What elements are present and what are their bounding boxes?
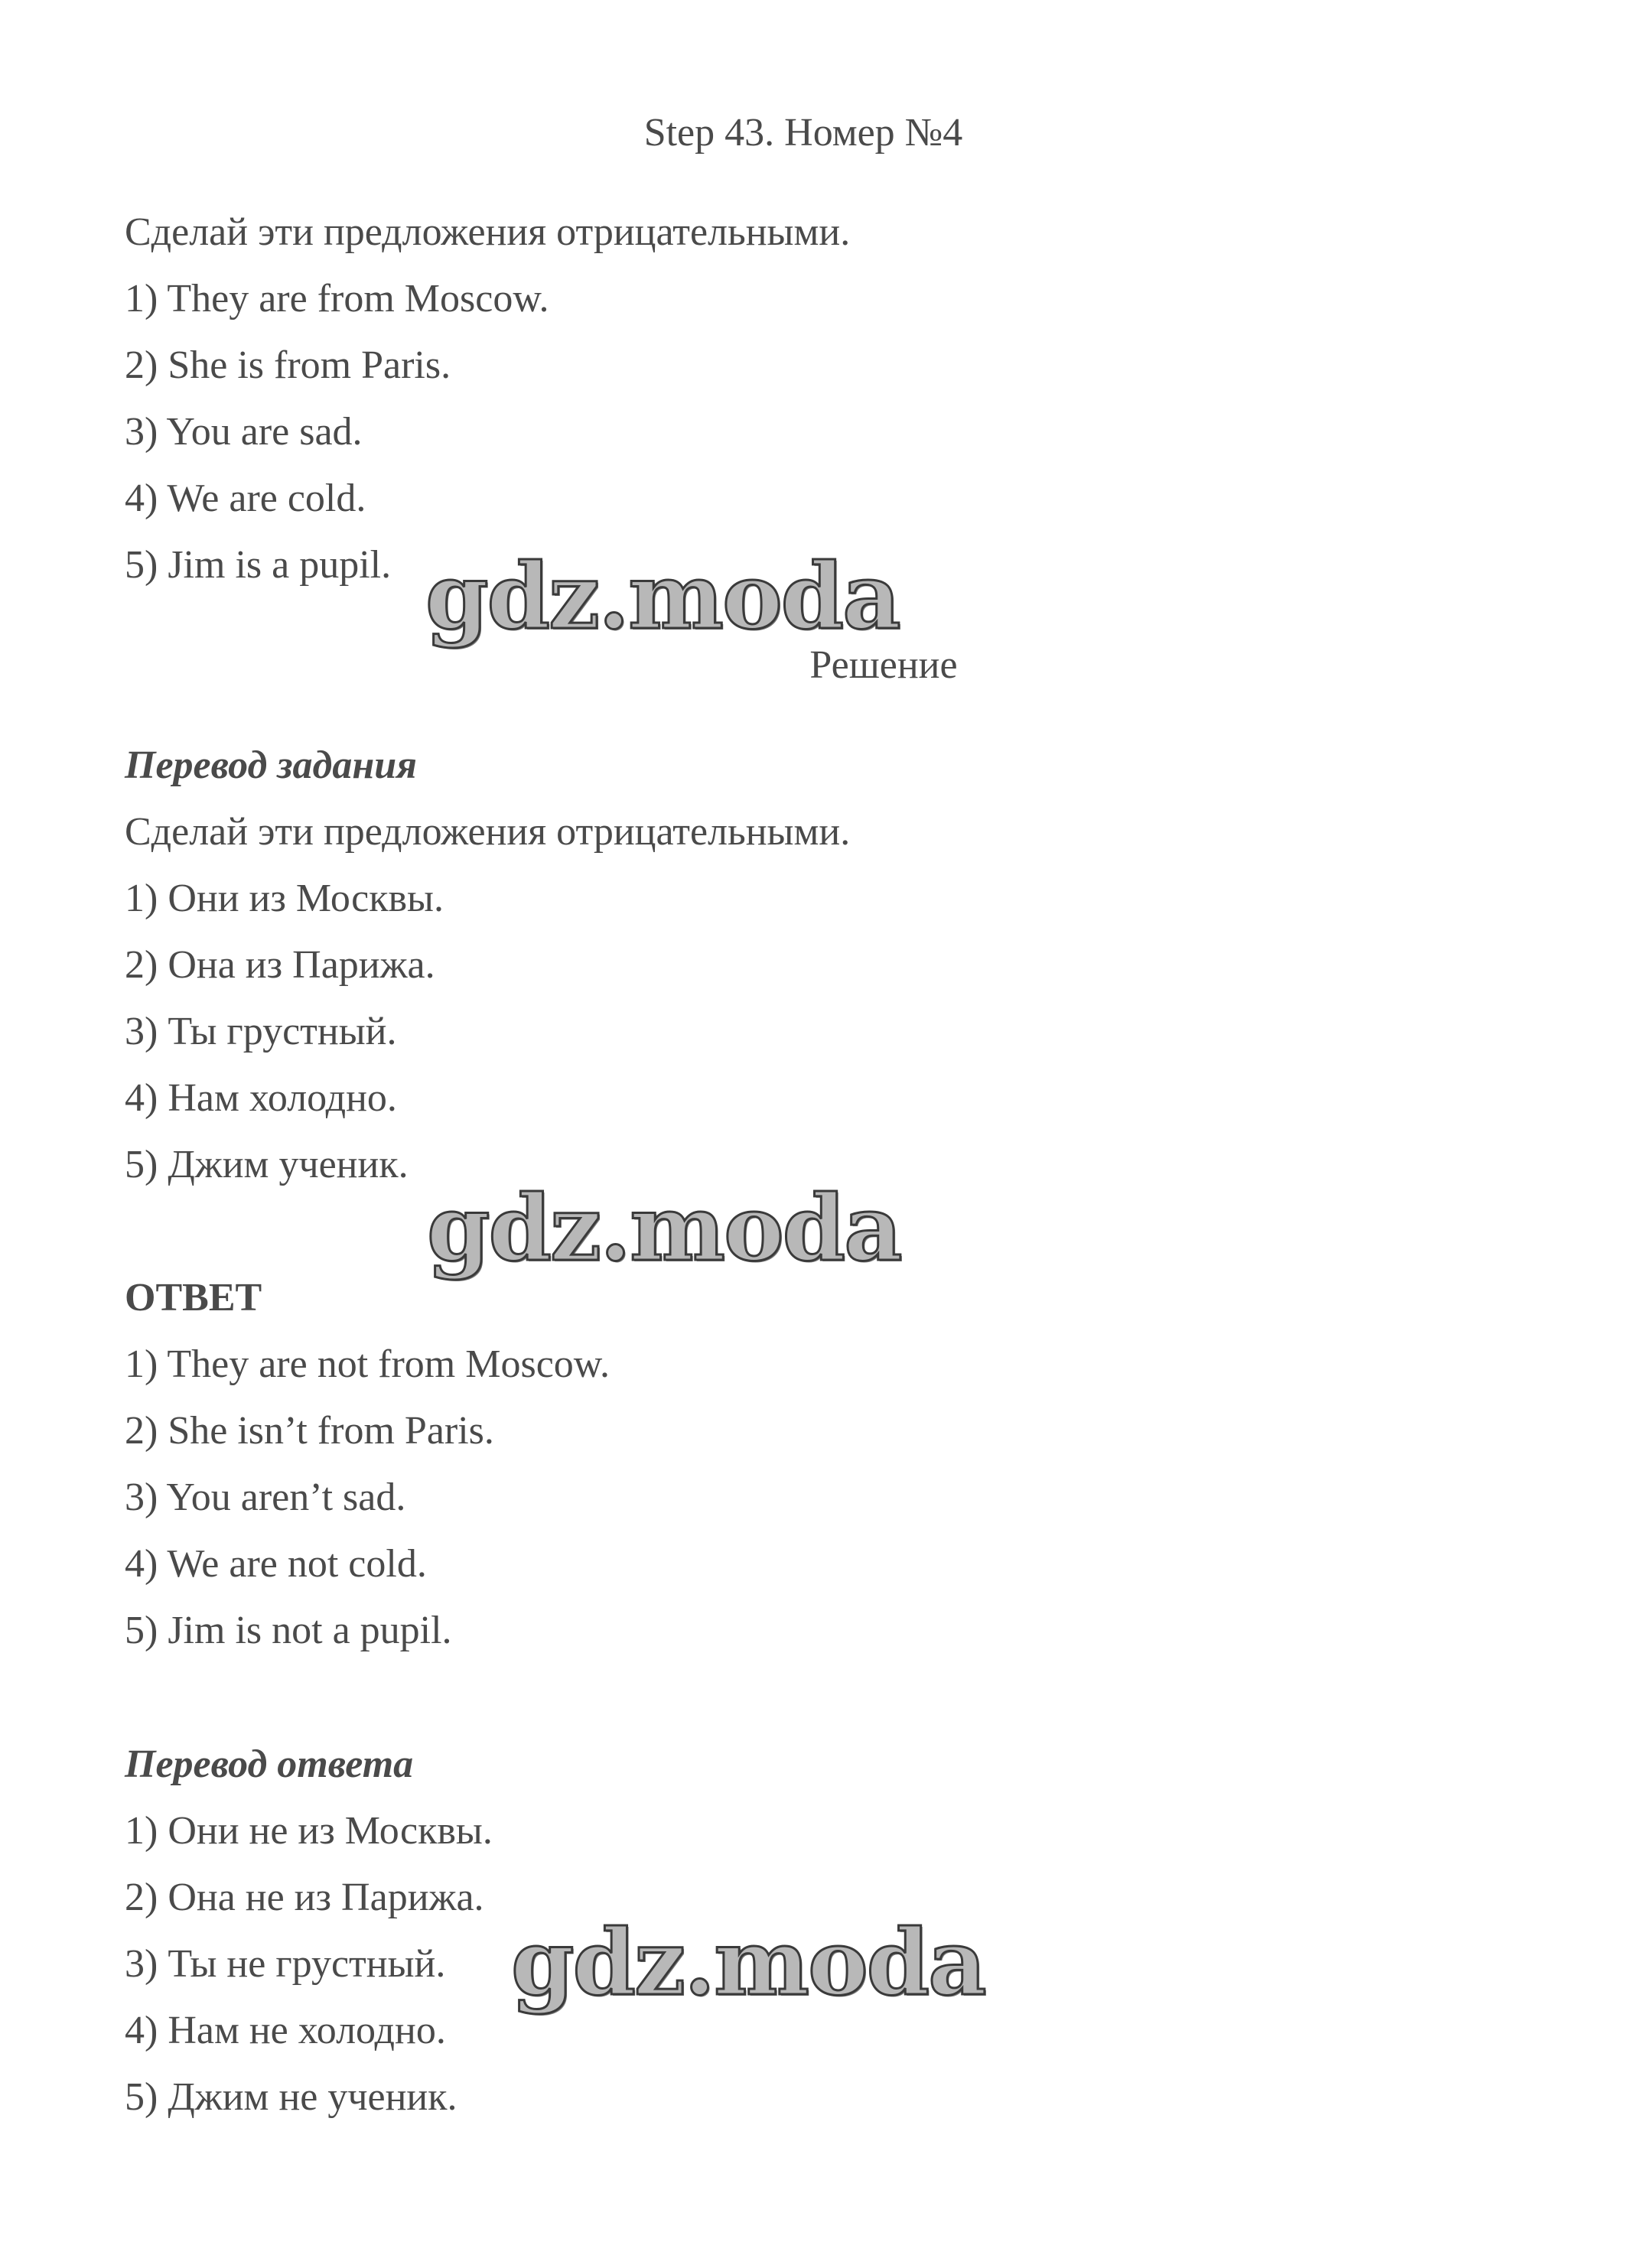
translation-task-heading: Перевод задания (125, 744, 417, 787)
task-item-4: 4) We are cold. (125, 477, 366, 520)
answer-heading: ОТВЕТ (125, 1276, 262, 1319)
translation-task-item-5: 5) Джим ученик. (125, 1143, 409, 1186)
translation-answer-item-4: 4) Нам не холодно. (125, 2009, 446, 2052)
translation-task-item-2: 2) Она из Парижа. (125, 943, 435, 987)
task-item-5: 5) Jim is a pupil. (125, 543, 392, 587)
answer-item-3: 3) You aren’t sad. (125, 1476, 406, 1519)
translation-task-item-3: 3) Ты грустный. (125, 1010, 397, 1053)
translation-answer-item-3: 3) Ты не грустный. (125, 1942, 446, 1986)
task-item-1: 1) They are from Moscow. (125, 277, 549, 321)
watermark-logo: gdz.moda (511, 1909, 985, 2016)
solution-label: Решение (809, 643, 958, 687)
answer-item-4: 4) We are not cold. (125, 1542, 427, 1586)
task-instruction: Сделай эти предложения отрицательными. (125, 210, 851, 254)
translation-task-instruction: Сделай эти предложения отрицательными. (125, 810, 851, 854)
task-item-2: 2) She is from Paris. (125, 343, 451, 387)
translation-answer-item-1: 1) Они не из Москвы. (125, 1809, 493, 1853)
answer-item-1: 1) They are not from Moscow. (125, 1342, 610, 1386)
task-item-3: 3) You are sad. (125, 410, 363, 454)
translation-answer-item-5: 5) Джим не ученик. (125, 2075, 457, 2119)
answer-item-5: 5) Jim is not a pupil. (125, 1609, 452, 1652)
translation-answer-item-2: 2) Она не из Парижа. (125, 1876, 484, 1919)
watermark-logo: gdz.moda (425, 543, 900, 649)
translation-task-item-4: 4) Нам холодно. (125, 1076, 397, 1120)
translation-answer-heading: Перевод ответа (125, 1742, 414, 1786)
watermark-logo: gdz.moda (427, 1175, 901, 1281)
page-title: Step 43. Номер №4 (643, 111, 963, 155)
translation-task-item-1: 1) Они из Москвы. (125, 877, 444, 920)
answer-item-2: 2) She isn’t from Paris. (125, 1409, 494, 1453)
